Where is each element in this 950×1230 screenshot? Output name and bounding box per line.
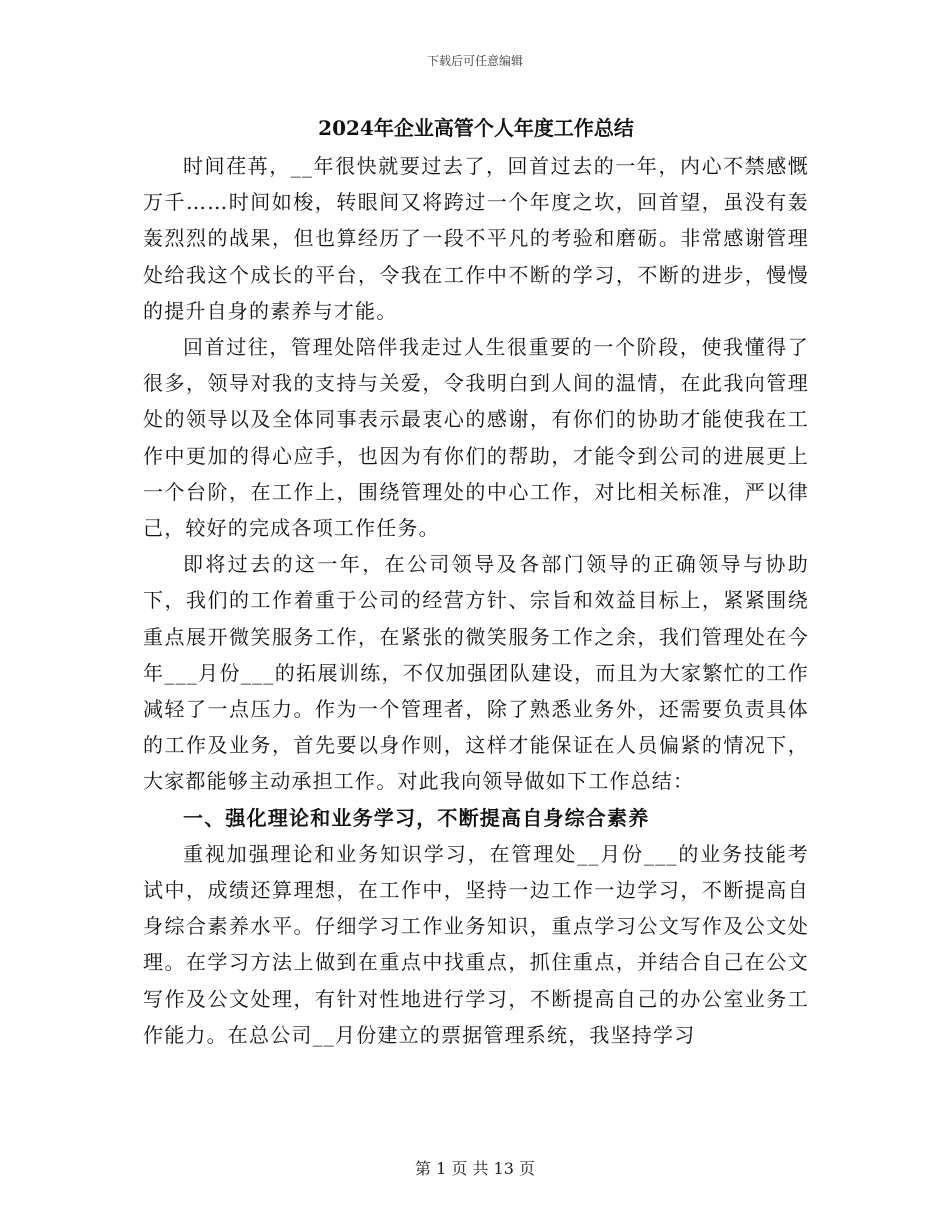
document-body [143, 112, 809, 1053]
page-footer: 第 1 页 共 13 页 [415, 1159, 535, 1178]
section-heading: 一、强化理论和业务学习，不断提高自身综合素养 [183, 805, 650, 830]
page-header: 下载后可任意编辑 [426, 54, 523, 68]
document-title: 2024年企业高管个人年度工作总结 [318, 116, 634, 140]
paragraph-1: 时间荏苒，__年很快就要过去了，回首过去的一年，内心不禁感慨万千……时间如梭，转眼间又将跨过一个年度之坎，回首望，虽没有轰轰烈烈的战果，但也算经历了一段不平凡的考验和磨砺。非常感谢管理处给我这个成长的平台，令我在工作中不断的学习，不断的进步，慢慢的提升自身的素养与才能。 [143, 154, 809, 323]
paragraph-2: 回首过往，管理处陪伴我走过人生很重要的一个阶段，使我懂得了很多，领导对我的支持与关爱，令我明白到人间的温情，在此我向管理处的领导以及全体同事表示最衷心的感谢，有你们的协助才能使我在工作中更加的得心应手，也因为有你们的帮助，才能令到公司的进展更上一个台阶，在工作上，围绕管理处的中心工作，对比相关标准，严以律己，较好的完成各项工作任务。 [143, 335, 809, 541]
section-paragraph: 重视加强理论和业务知识学习，在管理处__月份___的业务技能考试中，成绩还算理想，在工作中，坚持一边工作一边学习，不断提高自身综合素养水平。仔细学习工作业务知识，重点学习公文写作及公文处理。在学习方法上做到在重点中找重点，抓住重点，并结合自己在公文写作及公文处理，有针对性地进行学习，不断提高自己的办公室业务工作能力。在总公司__月份建立的票据管理系统，我坚持学习 [143, 841, 809, 1047]
paragraph-3: 即将过去的这一年，在公司领导及各部门领导的正确领导与协助下，我们的工作着重于公司的经营方针、宗旨和效益目标上，紧紧围绕重点展开微笑服务工作，在紧张的微笑服务工作之余，我们管理处在今年___月份___的拓展训练，不仅加强团队建设，而且为大家繁忙的工作减轻了一点压力。作为一个管理者，除了熟悉业务外，还需要负责具体的工作及业务，首先要以身作则，这样才能保证在人员偏紧的情况下，大家都能够主动承担工作。对此我向领导做如下工作总结： [143, 552, 809, 794]
